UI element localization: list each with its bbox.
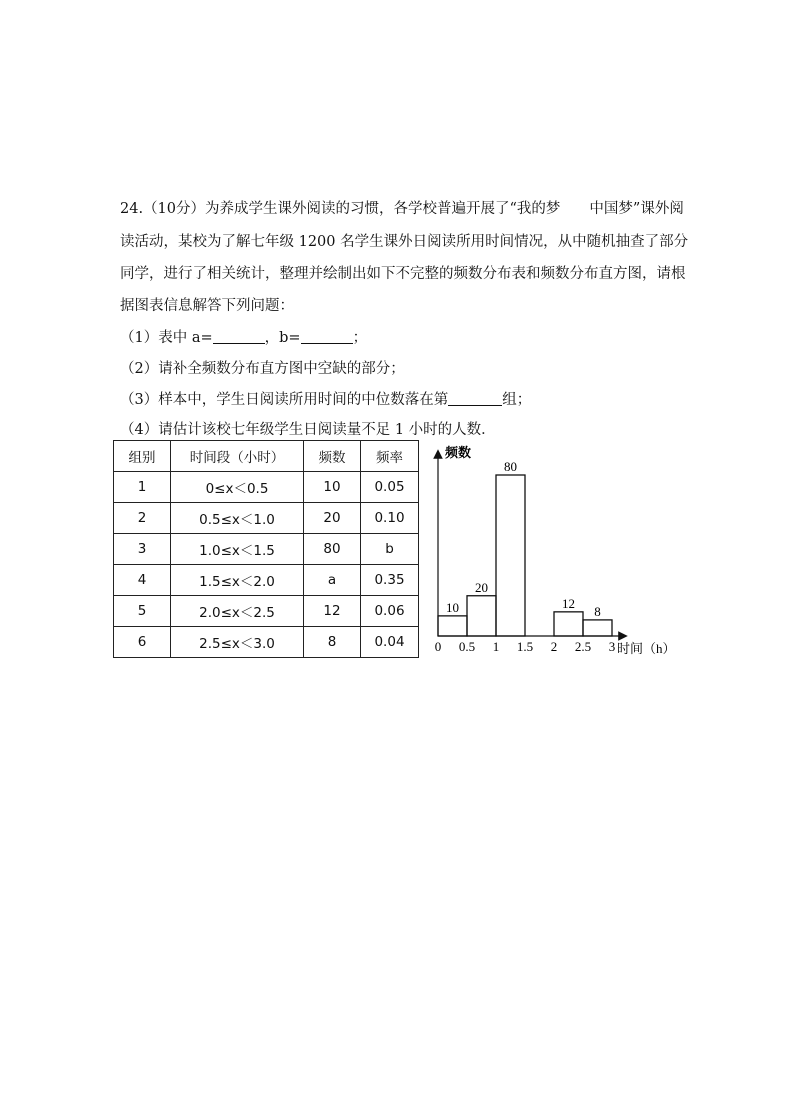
cell-relative-frequency: 0.10 [361, 503, 419, 534]
x-tick-label: 3 [608, 639, 616, 654]
x-tick-label: 2.5 [574, 639, 592, 654]
cell-relative-frequency: 0.06 [361, 596, 419, 627]
answer-blank-group[interactable] [448, 391, 502, 406]
cell-frequency: 80 [304, 534, 361, 565]
cell-relative-frequency: 0.35 [361, 565, 419, 596]
cell-frequency: 20 [304, 503, 361, 534]
header-frequency: 频数 [304, 441, 361, 472]
q1-b-label: ，b= [264, 330, 301, 346]
question-line-3: 同学，进行了相关统计，整理并绘制出如下不完整的频数分布表和频数分布直方图，请根 [120, 266, 686, 282]
x-tick-label: 0 [434, 639, 442, 654]
cell-relative-frequency: 0.05 [361, 472, 419, 503]
cell-interval: 1.5≤x＜2.0 [171, 565, 304, 596]
sub-question-1 [120, 326, 367, 347]
cell-relative-frequency: 0.04 [361, 627, 419, 658]
question-line-1: 24.（10分）为养成学生课外阅读的习惯，各学校普遍开展了“我的梦 中国梦”课外阅 [120, 201, 684, 217]
bar-value-label: 8 [594, 603, 601, 619]
table-row [114, 596, 419, 627]
table-row [114, 503, 419, 534]
cell-group: 3 [114, 534, 171, 565]
y-axis-label: 频数 [445, 445, 472, 460]
bar-value-label: 10 [446, 599, 459, 615]
q3-start: （3）样本中，学生日阅读所用时间的中位数落在第 [120, 392, 449, 408]
cell-interval: 2.5≤x＜3.0 [171, 627, 304, 658]
x-tick-label: 1 [492, 639, 500, 654]
table-row [114, 472, 419, 503]
header-group: 组别 [114, 441, 171, 472]
bar-value-label: 80 [504, 459, 517, 474]
cell-frequency: a [304, 565, 361, 596]
table-row [114, 627, 419, 658]
cell-group: 1 [114, 472, 171, 503]
table-row [114, 565, 419, 596]
cell-interval: 0≤x＜0.5 [171, 472, 304, 503]
header-relative-frequency: 频率 [361, 441, 419, 472]
x-tick-label: 0.5 [458, 639, 476, 654]
histogram-bar [467, 596, 496, 636]
q3-end: 组； [502, 392, 532, 408]
histogram-bar [554, 612, 583, 636]
q1-a-label: （1）表中 a= [120, 330, 213, 346]
table-header-row [114, 441, 419, 472]
cell-interval: 1.0≤x＜1.5 [171, 534, 304, 565]
sub-question-4: （4）请估计该校七年级学生日阅读量不足 1 小时的人数． [120, 422, 496, 438]
cell-group: 6 [114, 627, 171, 658]
table-row [114, 534, 419, 565]
cell-group: 2 [114, 503, 171, 534]
x-tick-label: 1.5 [516, 639, 534, 654]
q1-end: ； [352, 330, 368, 346]
histogram-bar [583, 620, 612, 636]
x-tick-label: 2 [550, 639, 558, 654]
answer-blank-a[interactable] [213, 329, 265, 344]
cell-relative-frequency: b [361, 534, 419, 565]
x-axis-label: 时间（h） [617, 641, 676, 656]
histogram-bar [496, 475, 525, 636]
frequency-histogram [425, 440, 685, 665]
cell-frequency: 8 [304, 627, 361, 658]
cell-frequency: 12 [304, 596, 361, 627]
cell-interval: 2.0≤x＜2.5 [171, 596, 304, 627]
cell-group: 5 [114, 596, 171, 627]
sub-question-2: （2）请补全频数分布直方图中空缺的部分； [120, 361, 405, 377]
cell-group: 4 [114, 565, 171, 596]
sub-question-3 [120, 388, 531, 409]
cell-interval: 0.5≤x＜1.0 [171, 503, 304, 534]
header-interval: 时间段（小时） [171, 441, 304, 472]
cell-frequency: 10 [304, 472, 361, 503]
question-line-4: 据图表信息解答下列问题： [120, 298, 294, 314]
frequency-table [113, 440, 419, 658]
question-line-2: 读活动，某校为了解七年级 1200 名学生课外日阅读所用时间情况，从中随机抽查了部分 [120, 234, 689, 250]
histogram-bar [438, 616, 467, 636]
answer-blank-b[interactable] [301, 329, 353, 344]
bar-value-label: 12 [562, 595, 575, 611]
bar-value-label: 20 [475, 579, 488, 595]
